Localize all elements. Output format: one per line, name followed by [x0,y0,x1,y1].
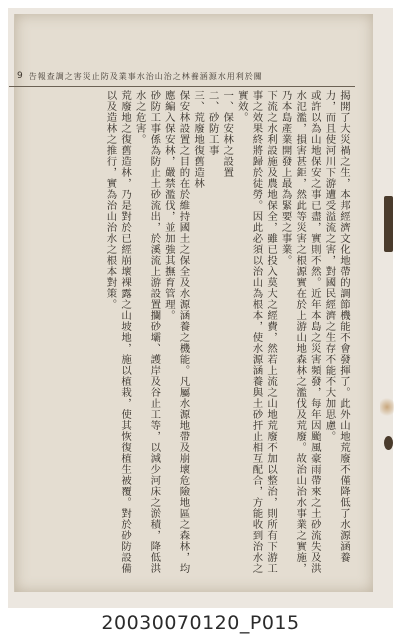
paragraph: 或許以為山地保安之事已盡，實則不然。近年本島之災害頻發，每年因颱風豪雨帶來之土砂流失及洪水氾濫，損害甚鉅，然此等災害之根源實在於上游山地森林之濫伐及荒廢。故治山治水事業之實施，乃本島產業開發上最為緊要之事業。 [279,90,321,574]
binding-thread [384,196,393,252]
list-item: 一、保安林之設置 [221,90,234,178]
running-header [9,66,355,87]
list-item: 三、荒廢地復舊造林 [192,90,205,189]
binding-hole [384,436,393,450]
paragraph: 砂防工事係為防止土砂流出，於溪流上游設置攔砂壩、護岸及谷止工等，以減少河床之淤積，降低洪水之危害。 [133,90,161,574]
list-item: 二、砂防工事 [206,90,219,156]
running-title: 關於利用水源涵養林之治山治水事業及防止災害之調查報告 [28,71,263,81]
document-page [14,14,373,592]
page-number: 9 [17,71,23,81]
vertical-text-body [51,90,351,580]
paragraph: 荒廢地之復舊造林，乃是對於已經崩壞裸露之山坡地，施以植栽，使其恢復植生被覆。對於砂防設備以及造林之推行，實為治山治水之根本對策。 [104,90,132,574]
paragraph: 揭開了大災禍之生，本邦經濟文化地帶的調節機能不會發揮了。此外山地荒廢不僅降低了水源涵養力，而且使河川下游遭受溢流之害，對國民經濟之生存不能不大加思慮。 [323,90,350,563]
paragraph: 下流之水利設施及農地保全，雖已投入莫大之經費，然若上流之山地荒廢不加以整治，則所有下游工事之效果終將歸於徒勞。因此必須以治山為根本，使水源涵養與土砂扞止相互配合，方能收到治水之實效。 [235,90,278,574]
paper-stain [380,396,394,418]
archive-id-caption: 20030070120_P015 [101,612,300,634]
paragraph: 保安林設置之目的在於維持國土之保全及水源涵養之機能。凡屬水源地帶及崩壞危險地區之森林，均應編入保安林，嚴禁濫伐，並加強其撫育管理。 [162,90,190,574]
